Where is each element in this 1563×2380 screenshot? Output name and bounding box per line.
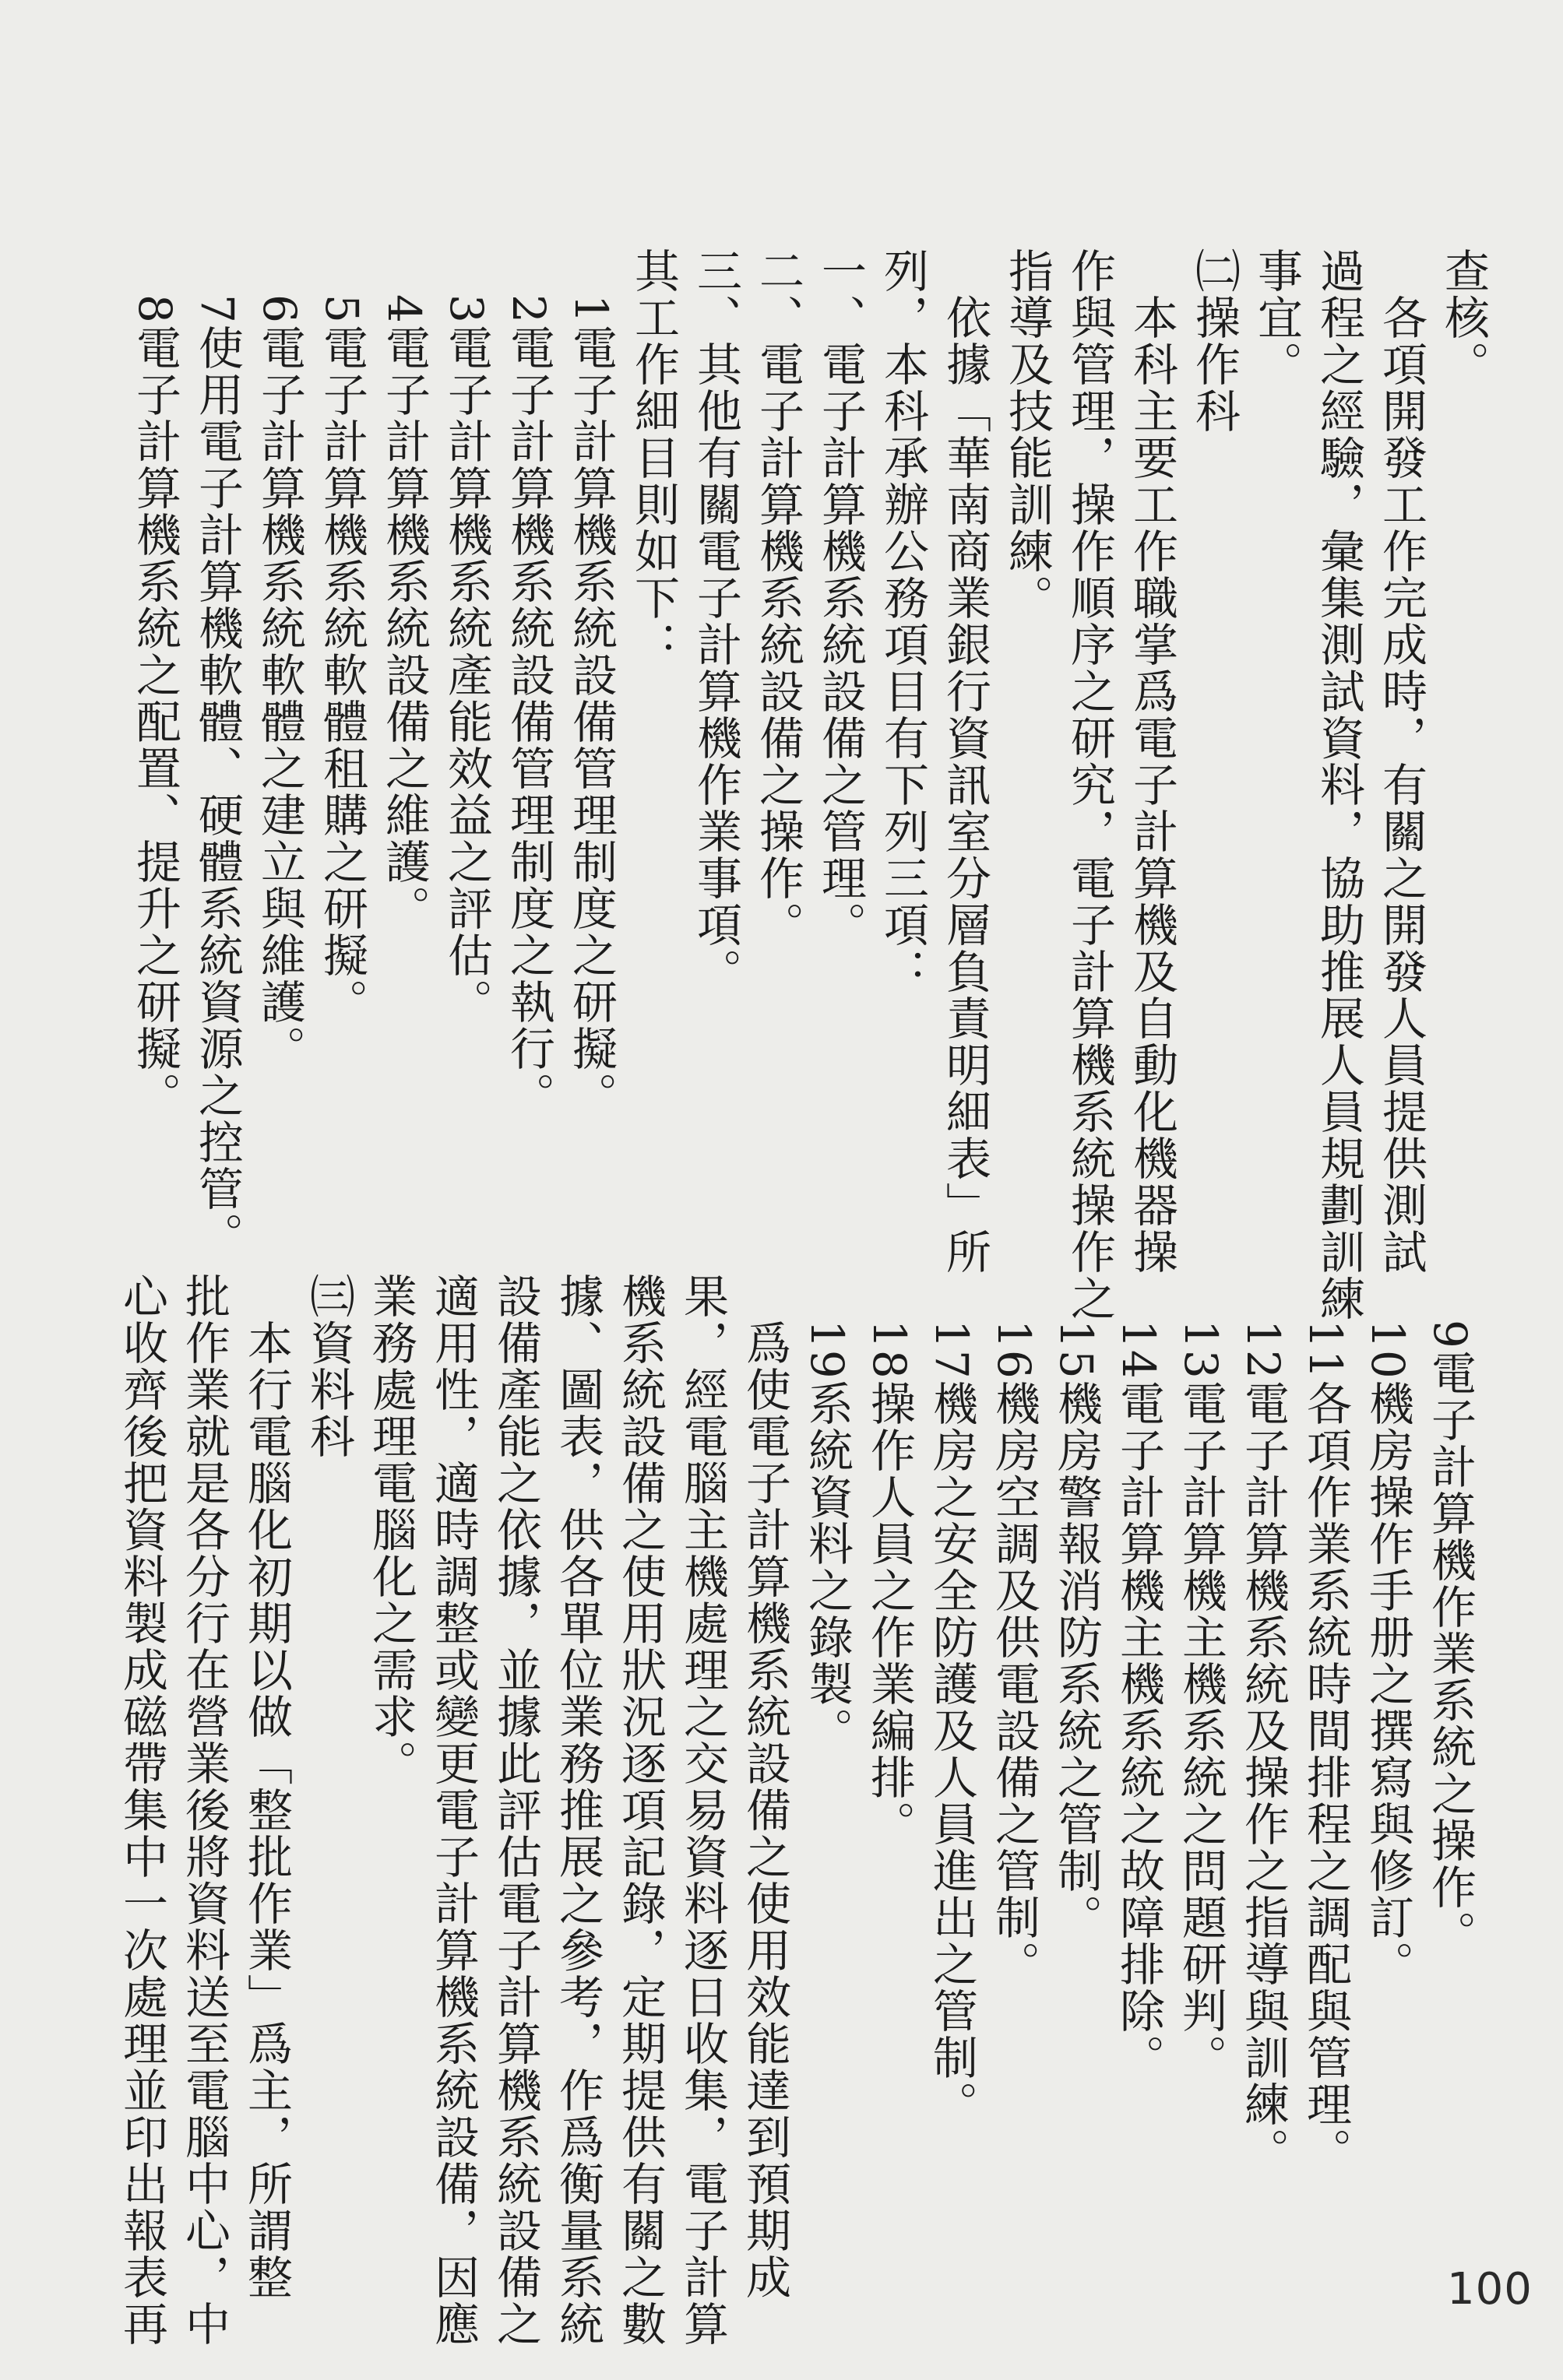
list-item: 9電子計算機作業系統之操作。: [1424, 1273, 1477, 1957]
text-column: 作與管理，操作順序之研究，電子計算機系統操作之: [1063, 248, 1116, 1322]
list-item: 19系統資料之錄製。: [801, 1273, 854, 1754]
list-item: 14電子計算機主機系統之故障排除。: [1112, 1273, 1165, 2081]
page-number: 100: [1447, 2264, 1533, 2315]
list-item: 17機房之安全防護及人員進出之管制。: [925, 1273, 978, 2128]
text-column: 其工作細目則如下：: [627, 248, 680, 668]
text-column: 爲使電子計算機系統設備之使用效能達到預期成: [738, 1273, 791, 2301]
list-item: 11各項作業系統時間排程之調配與管理。: [1299, 1273, 1352, 2174]
list-item: 5電子計算機系統軟體租購之研擬。: [315, 248, 368, 1025]
list-item: 18操作人員之作業編排。: [863, 1273, 916, 1847]
list-item: 6電子計算機系統軟體之建立與維護。: [253, 248, 306, 1072]
text-column: 設備產能之依據，並據此評估電子計算機系統設備之: [489, 1273, 542, 2347]
text-column: 查核。: [1437, 248, 1490, 388]
text-column: 據、圖表，供各單位業務推展之參考，作爲衡量系統: [551, 1273, 604, 2347]
text-column: 列，本科承辦公務項目有下列三項：: [876, 248, 929, 995]
text-column: 心收齊後把資料製成磁帶集中一次處理並印出報表再: [115, 1273, 168, 2347]
list-item: 7使用電子計算機軟體、硬體系統資源之控管。: [191, 248, 244, 1259]
list-item: 3電子計算機系統產能效益之評估。: [440, 248, 493, 1025]
lower-text-block: [111, 1273, 1481, 2347]
list-item: 13電子計算機主機系統之問題研判。: [1174, 1273, 1227, 2081]
list-item: 2電子計算機系統設備管理制度之執行。: [502, 248, 555, 1119]
list-item: 15機房警報消防系統之管制。: [1050, 1273, 1103, 1941]
list-item: 12電子計算機系統及操作之指導與訓練。: [1237, 1273, 1290, 2174]
text-column: 本科主要工作職掌爲電子計算機及自動化機器操: [1125, 248, 1178, 1275]
section-heading: ㈡操作科: [1188, 248, 1241, 434]
upper-text-block: [124, 248, 1494, 1322]
text-column: 批作業就是各分行在營業後將資料送至電腦中心，中: [178, 1273, 231, 2347]
list-item: 4電子計算機系統設備之維護。: [378, 248, 431, 932]
list-item: 一、電子計算機系統設備之管理。: [814, 248, 867, 948]
list-item: 16機房空調及供電設備之管制。: [987, 1273, 1040, 1988]
section-heading: ㈢資料科: [302, 1273, 355, 1460]
text-column: 適用性，適時調整或變更電子計算機系統設備，因應: [427, 1273, 480, 2347]
text-column: 果，經電腦主機處理之交易資料逐日收集，電子計算: [676, 1273, 729, 2347]
text-column: 本行電腦化初期以做「整批作業」爲主，所謂整: [240, 1273, 293, 2301]
list-item: 8電子計算機系統之配置、提升之研擬。: [128, 248, 181, 1119]
text-column: 依據「華南商業銀行資訊室分層負責明細表」所: [938, 248, 991, 1275]
text-column: 事宜。: [1250, 248, 1303, 388]
text-column: 過程之經驗，彙集測試資料，協助推展人員規劃訓練: [1312, 248, 1365, 1322]
list-item: 二、電子計算機系統設備之操作。: [752, 248, 804, 948]
list-item: 三、其他有關電子計算機作業事項。: [689, 248, 742, 995]
text-column: 各項開發工作完成時，有關之開發人員提供測試: [1375, 248, 1427, 1275]
text-column: 機系統設備之使用狀況逐項記錄，定期提供有關之數: [614, 1273, 667, 2347]
text-column: 指導及技能訓練。: [1001, 248, 1054, 621]
list-item: 1電子計算機系統設備管理制度之研擬。: [565, 248, 618, 1119]
list-item: 10機房操作手册之撰寫與修訂。: [1361, 1273, 1414, 1988]
text-column: 業務處理電腦化之需求。: [364, 1273, 417, 1787]
